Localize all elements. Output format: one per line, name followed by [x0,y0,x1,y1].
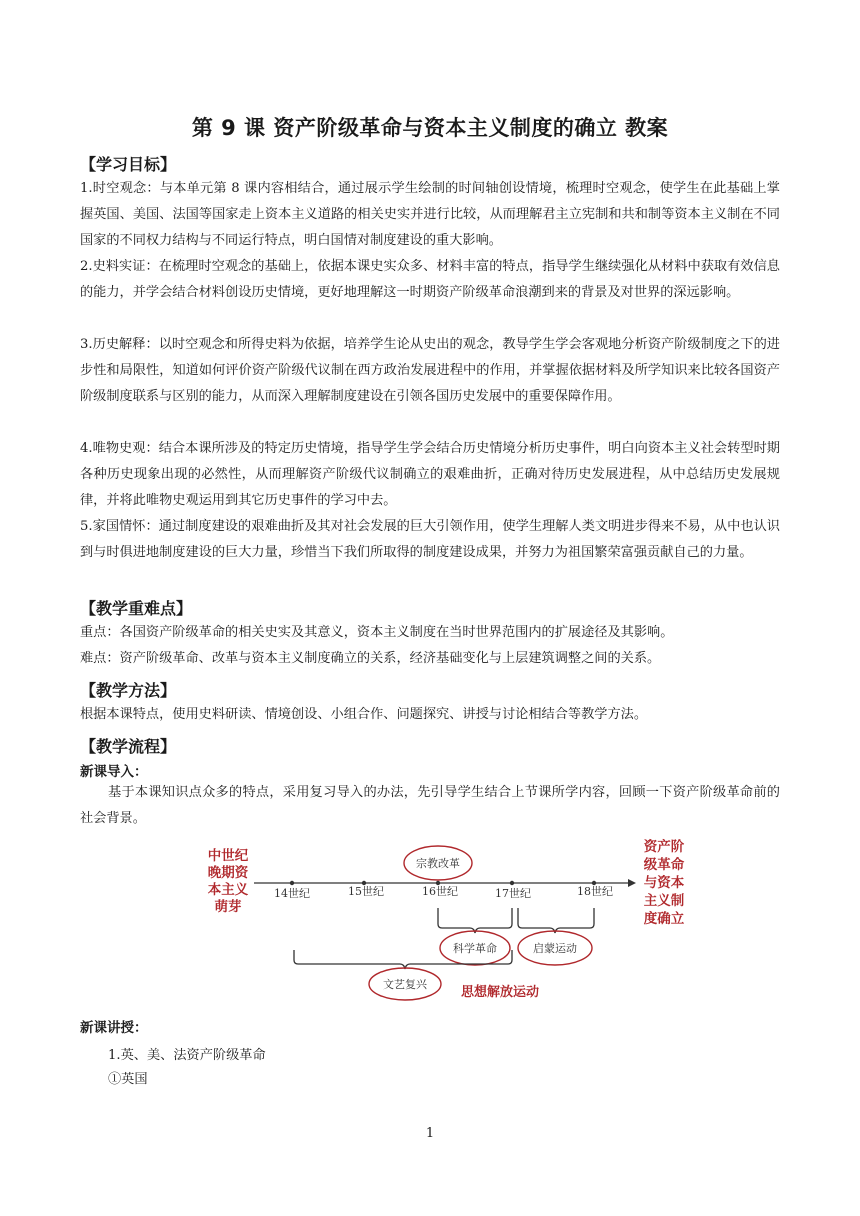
timeline-left-label-line3: 本主义 [207,882,249,898]
timeline-right-label-line3: 与资本 [643,875,685,891]
page-number: 1 [425,1126,435,1141]
timeline-right-label-line4: 主义制 [643,893,685,909]
timeline-left-label-line2: 晚期资 [207,865,249,881]
objective-item-3: 3.历史解释：以时空观念和所得史料为依据，培养学生论从史出的观念，教导学生学会客观地分析资产阶级制度之下的进步性和局限性，知道如何评价资产阶级代议制在西方政治发展进程中的作用，并掌握依据材料及所学知识来比较各国资产阶级制度联系与区别的能力，从而深入理解制度建设在引领各国历史发展中的重要保障作用。 [80,337,780,404]
objective-item-2: 2.史料实证：在梳理时空观念的基础上，依据本课史实众多、材料丰富的特点，指导学生继续强化从材料中获取有效信息的能力，并学会结合材料创设历史情境，更好地理解这一时期资产阶级革命浪潮到来的背景及对世界的深远影响。 [80,259,780,300]
page-title: 第 9 课 资产阶级革命与资本主义制度的确立 教案 [191,116,669,140]
key-points-heading: 【教学重难点】 [80,599,193,618]
tick-label-14: 14世纪 [274,887,310,900]
tick-dot-17 [510,881,514,885]
timeline-right-label-line5: 度确立 [643,911,685,927]
timeline-right-label-line2: 级革命 [643,857,685,873]
enlightenment-brace [518,908,594,933]
liberation-label: 思想解放运动 [460,985,540,1000]
difficult-point-text: 难点：资产阶级革命、改革与资本主义制度确立的关系，经济基础变化与上层建筑调整之间的关系。 [80,651,661,666]
methods-heading: 【教学方法】 [80,681,177,700]
reformation-label: 宗教改革 [416,857,460,870]
intro-text: 基于本课知识点众多的特点，采用复习导入的办法，先引导学生结合上节课所学内容，回顾一下资产阶级革命前的社会背景。 [80,785,780,826]
key-point-text: 重点：各国资产阶级革命的相关史实及其意义，资本主义制度在当时世界范围内的扩展途径及其影响。 [80,625,674,640]
tick-dot-14 [290,881,294,885]
tick-label-15: 15世纪 [348,885,384,898]
enlightenment-label: 启蒙运动 [533,942,577,955]
timeline-diagram [190,838,700,1010]
renaissance-label: 文艺复兴 [383,978,427,991]
timeline-arrowhead [628,879,636,887]
methods-text: 根据本课特点，使用史料研读、情境创设、小组合作、问题探究、讲授与讨论相结合等教学方法。 [80,707,648,722]
timeline-left-label-line4: 萌芽 [214,899,242,915]
lecture-label: 新课讲授： [80,1020,148,1036]
tick-label-18: 18世纪 [577,885,613,898]
intro-label: 新课导入： [80,764,148,780]
science-brace [438,908,512,933]
objective-item-4: 4.唯物史观：结合本课所涉及的特定历史情境，指导学生学会结合历史情境分析历史事件，明白向资本主义社会转型时期各种历史现象出现的必然性，从而理解资产阶级代议制确立的艰难曲折，正确对待历史发展进程，从中总结历史发展规律，并将此唯物史观运用到其它历史事件的学习中去。 [80,441,780,508]
objective-item-1: 1.时空观念：与本单元第 8 课内容相结合，通过展示学生绘制的时间轴创设情境，梳理时空观念，使学生在此基础上掌握英国、美国、法国等国家走上资本主义道路的相关史实并进行比较，从而理解君主立宪制和共和制等资本主义制在不同国家的不同权力结构与不同运行特点，明白国情对制度建设的重大影响。 [80,181,780,248]
lecture-item-1-sub: ①英国 [108,1072,148,1087]
science-label: 科学革命 [453,942,497,955]
tick-label-17: 17世纪 [495,887,531,900]
objectives-heading: 【学习目标】 [80,155,177,174]
tick-label-16: 16世纪 [422,885,458,898]
objective-item-5: 5.家国情怀：通过制度建设的艰难曲折及其对社会发展的巨大引领作用，使学生理解人类文明进步得来不易，从中也认识到与时俱进地制度建设的巨大力量，珍惜当下我们所取得的制度建设成果，并努力为祖国繁荣富强贡献自己的力量。 [80,519,780,560]
timeline-left-label-line1: 中世纪 [207,848,249,864]
process-heading: 【教学流程】 [80,737,177,756]
timeline-right-label-line1: 资产阶 [643,839,685,855]
lecture-item-1: 1.英、美、法资产阶级革命 [108,1048,266,1063]
